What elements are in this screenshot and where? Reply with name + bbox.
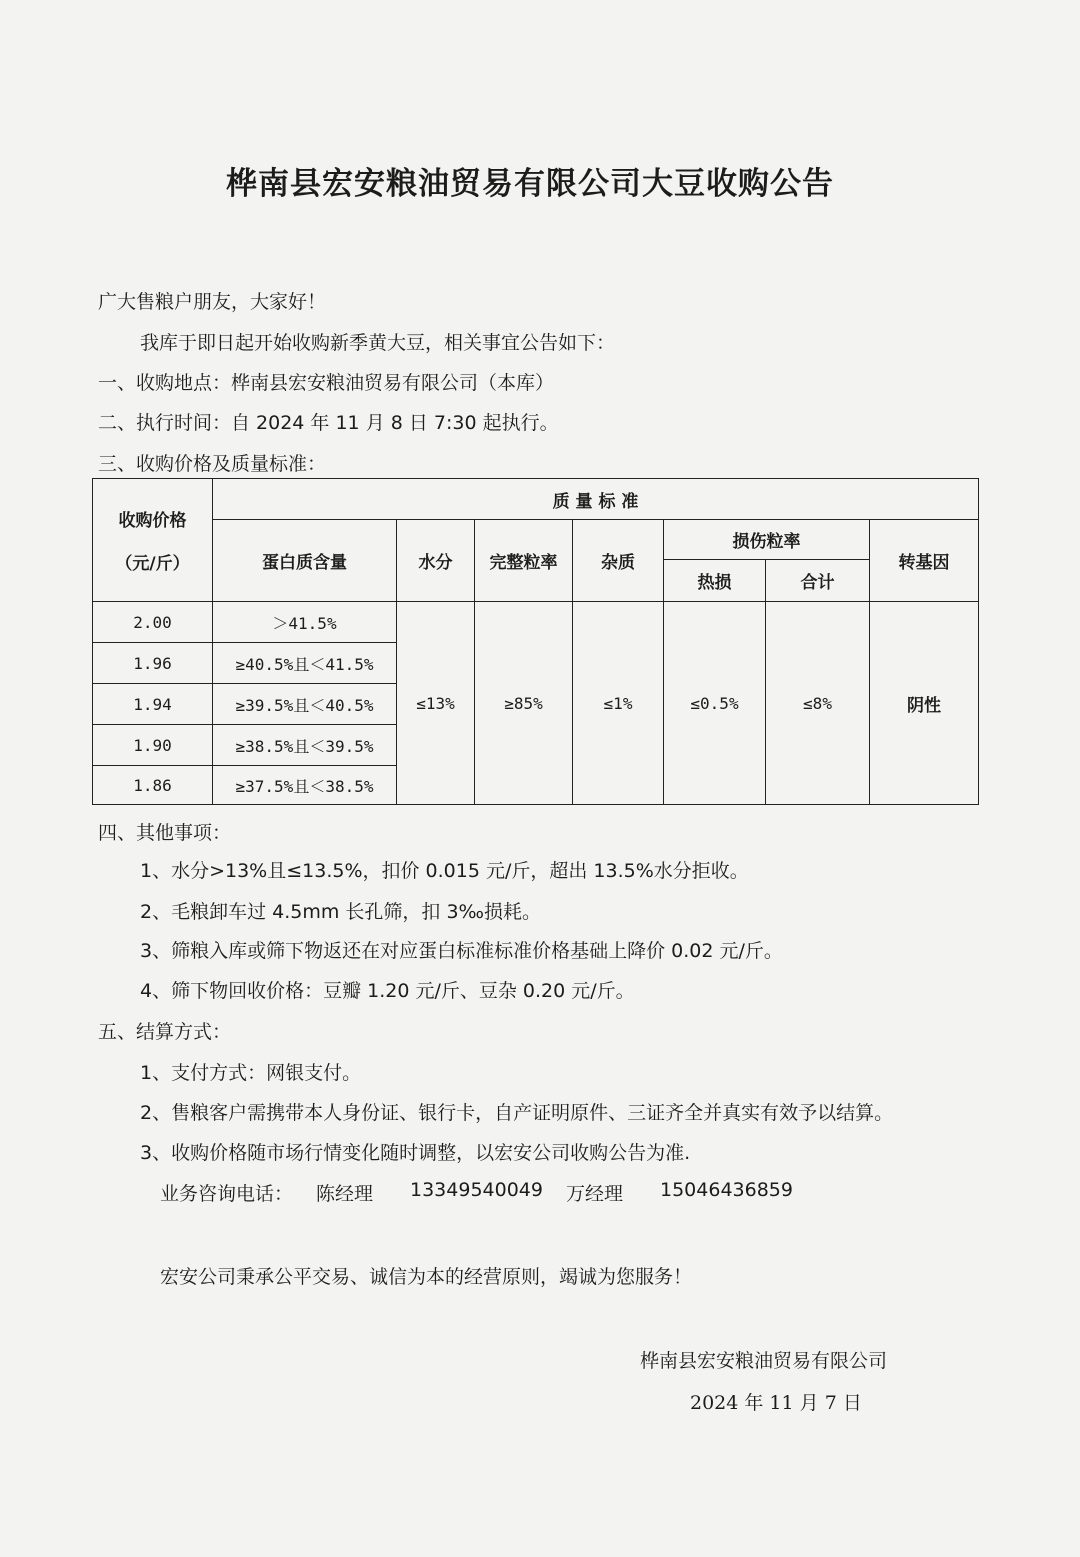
intact-header: 完整粒率 <box>475 520 573 602</box>
contact-phone-1: 13349540049 <box>410 1179 543 1201</box>
section-time: 二、执行时间：自 2024 年 11 月 8 日 7:30 起执行。 <box>98 412 559 434</box>
price-cell: 1.96 <box>93 643 213 684</box>
closing-statement: 宏安公司秉承公平交易、诚信为本的经营原则，竭诚为您服务！ <box>160 1266 693 1288</box>
section-other: 四、其他事项： <box>98 822 232 844</box>
total-damage-cell: ≤8% <box>766 602 870 805</box>
quality-standard-table <box>92 478 979 805</box>
other-item: 1、水分>13%且≤13.5%，扣价 0.015 元/斤，超出 13.5%水分拒收。 <box>140 860 749 882</box>
protein-cell: ≥37.5%且＜38.5% <box>213 766 397 805</box>
price-unit: （元/斤） <box>115 554 190 574</box>
settle-item: 1、支付方式：网银支付。 <box>140 1062 362 1084</box>
contact-label: 业务咨询电话： <box>160 1183 294 1205</box>
intact-cell: ≥85% <box>475 602 573 805</box>
price-cell: 2.00 <box>93 602 213 643</box>
contact-phone-2: 15046436859 <box>660 1179 793 1201</box>
price-header: 收购价格 <box>118 511 187 531</box>
gmo-cell: 阴性 <box>870 602 979 805</box>
price-cell: 1.94 <box>93 684 213 725</box>
signature-company: 桦南县宏安粮油贸易有限公司 <box>640 1350 888 1372</box>
heat-damage-header: 热损 <box>664 560 766 602</box>
contact-name-1: 陈经理 <box>316 1183 374 1205</box>
table-row <box>93 602 979 643</box>
other-item: 3、筛粮入库或筛下物返还在对应蛋白标准标准价格基础上降价 0.02 元/斤。 <box>140 940 783 962</box>
quality-header: 质 量 标 准 <box>213 479 979 520</box>
impurity-header: 杂质 <box>573 520 664 602</box>
total-damage-header: 合计 <box>766 560 870 602</box>
damage-header: 损伤粒率 <box>664 520 870 560</box>
section-settlement: 五、结算方式： <box>98 1021 232 1043</box>
signature-date: 2024 年 11 月 7 日 <box>690 1392 862 1414</box>
protein-header: 蛋白质含量 <box>213 520 397 602</box>
price-cell: 1.90 <box>93 725 213 766</box>
gmo-header: 转基因 <box>870 520 979 602</box>
intro-text: 我库于即日起开始收购新季黄大豆，相关事宜公告如下： <box>140 332 616 354</box>
page-title: 桦南县宏安粮油贸易有限公司大豆收购公告 <box>226 166 834 202</box>
greeting: 广大售粮户朋友，大家好！ <box>98 291 327 313</box>
section-price-standard: 三、收购价格及质量标准： <box>98 453 327 475</box>
other-item: 4、筛下物回收价格：豆瓣 1.20 元/斤、豆杂 0.20 元/斤。 <box>140 980 635 1002</box>
settle-item: 3、收购价格随市场行情变化随时调整，以宏安公司收购公告为准. <box>140 1142 691 1164</box>
price-cell: 1.86 <box>93 766 213 805</box>
settle-item: 2、售粮客户需携带本人身份证、银行卡，自产证明原件、三证齐全并真实有效予以结算。 <box>140 1102 894 1124</box>
protein-cell: ≥38.5%且＜39.5% <box>213 725 397 766</box>
moisture-header: 水分 <box>397 520 475 602</box>
protein-cell: ≥40.5%且＜41.5% <box>213 643 397 684</box>
heat-damage-cell: ≤0.5% <box>664 602 766 805</box>
price-header-cell <box>93 479 213 602</box>
contact-name-2: 万经理 <box>566 1183 624 1205</box>
moisture-cell: ≤13% <box>397 602 475 805</box>
protein-cell: ≥39.5%且＜40.5% <box>213 684 397 725</box>
other-item: 2、毛粮卸车过 4.5mm 长孔筛，扣 3‰损耗。 <box>140 901 542 923</box>
protein-cell: ＞41.5% <box>213 602 397 643</box>
impurity-cell: ≤1% <box>573 602 664 805</box>
section-location: 一、收购地点：桦南县宏安粮油贸易有限公司（本库） <box>98 372 555 394</box>
